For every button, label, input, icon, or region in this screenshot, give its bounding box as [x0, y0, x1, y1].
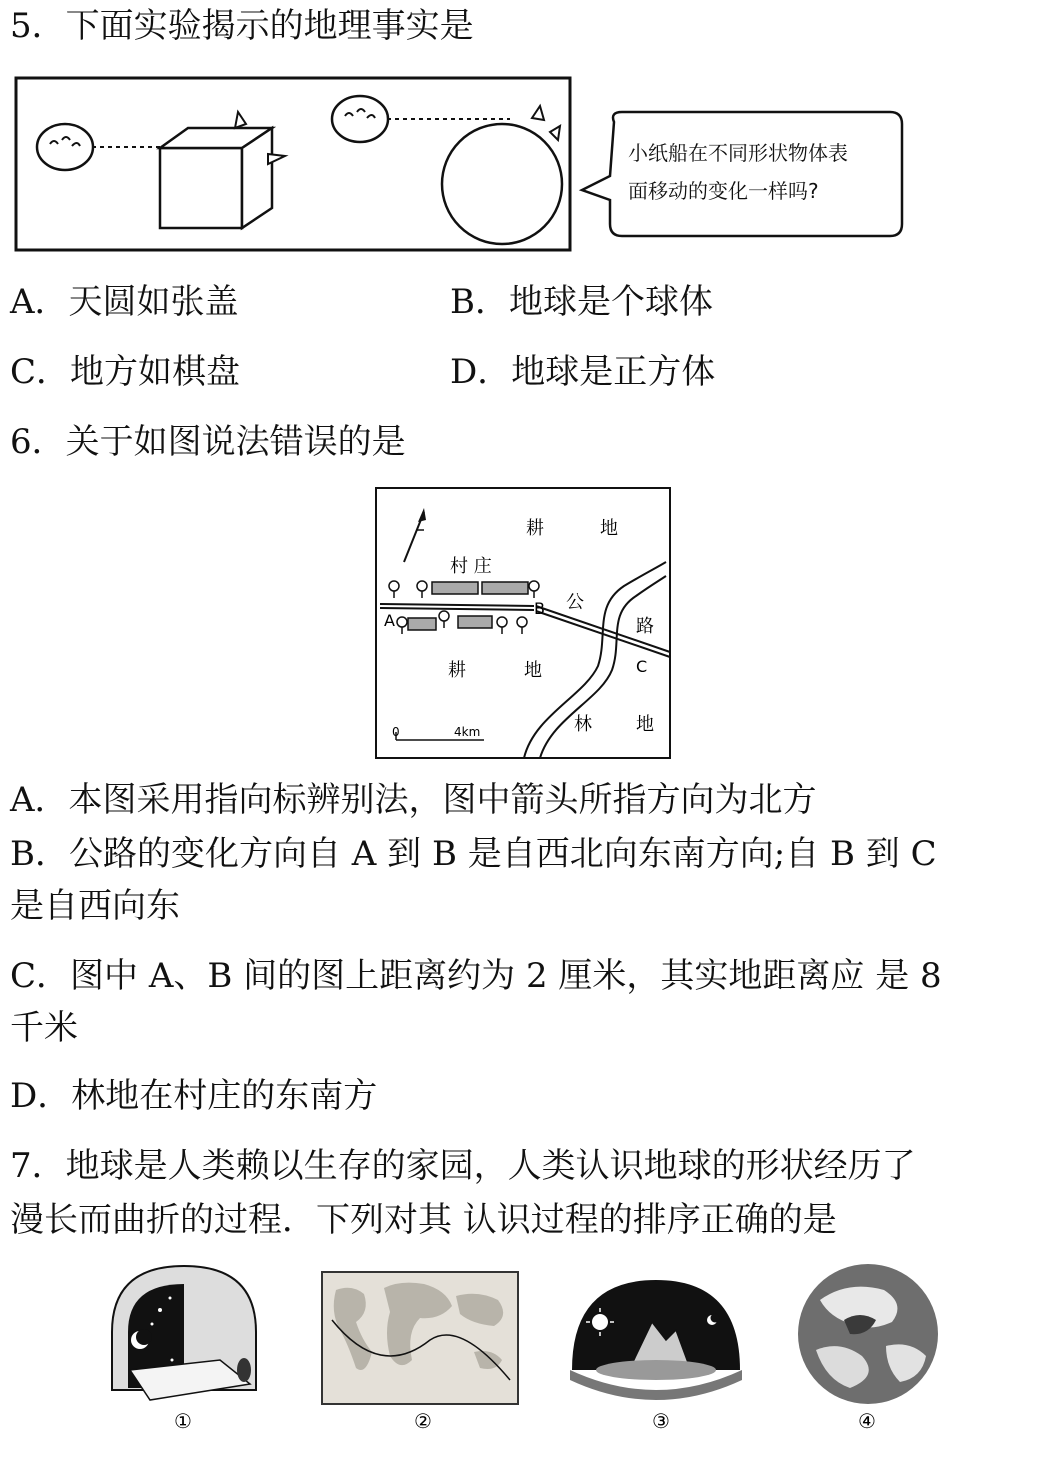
bubble-text-line2: 面移动的变化一样吗?: [628, 179, 819, 203]
earth-globe-icon: [798, 1264, 938, 1404]
scale-value: 4km: [454, 725, 481, 739]
q6-option-a: A．本图采用指向标辨别法，图中箭头所指方向为北方: [10, 780, 817, 820]
q5-option-d: D．地球是正方体: [450, 352, 716, 392]
q7-stem-line2: 漫长而曲折的过程．下列对其 认识过程的排序正确的是: [10, 1200, 837, 1240]
label-gengdi-bottom-1: 耕: [448, 660, 466, 681]
dome-sky-icon: [112, 1266, 256, 1400]
image-label-3: ③: [652, 1409, 670, 1433]
world-map-icon: [322, 1272, 518, 1404]
q6-map-figure: [374, 486, 672, 760]
q7-stem-line1: 7．地球是人类赖以生存的家园，人类认识地球的形状经历了: [10, 1146, 916, 1186]
q5-option-c: C．地方如棋盘: [10, 352, 241, 392]
label-forest-di: 地: [636, 714, 654, 735]
q5-experiment-figure: [10, 72, 910, 260]
q6-option-d: D．林地在村庄的东南方: [10, 1076, 378, 1116]
point-a: A: [384, 611, 395, 630]
scale-zero: 0: [392, 725, 400, 739]
q5-option-a: A．天圆如张盖: [10, 282, 239, 322]
q5-stem: 5．下面实验揭示的地理事实是: [10, 6, 474, 46]
label-road-lu: 路: [636, 616, 654, 637]
face-doodle-right: [332, 96, 388, 142]
q5-option-b: B．地球是个球体: [450, 282, 713, 322]
dome-mountain-icon: [570, 1280, 742, 1400]
label-gengdi-bottom-2: 地: [524, 660, 542, 681]
image-label-4: ④: [858, 1409, 876, 1433]
label-road-gong: 公: [566, 592, 584, 613]
image-label-1: ①: [174, 1409, 192, 1433]
q7-images-row: [100, 1260, 950, 1440]
point-c: C: [636, 657, 648, 676]
label-forest-lin: 林: [574, 714, 592, 735]
q6-option-b-line1: B．公路的变化方向自 A 到 B 是自西北向东南方向;自 B 到 C: [10, 834, 937, 874]
label-village: 村 庄: [450, 556, 492, 577]
q6-option-b-line2: 是自西向东: [10, 886, 180, 926]
label-gengdi-top-2: 地: [600, 518, 618, 539]
q6-option-c-line2: 千米: [10, 1008, 78, 1048]
bubble-text-line1: 小纸船在不同形状物体表: [628, 141, 848, 165]
image-label-2: ②: [414, 1409, 432, 1433]
face-doodle-left: [37, 124, 93, 170]
q6-stem: 6．关于如图说法错误的是: [10, 422, 406, 462]
point-b: B: [534, 599, 545, 618]
sphere-icon: [442, 106, 562, 244]
q6-option-c-line1: C．图中 A、B 间的图上距离约为 2 厘米，其实地距离应 是 8: [10, 956, 942, 996]
speech-bubble: [582, 112, 902, 236]
cube-icon: [160, 112, 285, 228]
label-gengdi-top-1: 耕: [526, 518, 544, 539]
